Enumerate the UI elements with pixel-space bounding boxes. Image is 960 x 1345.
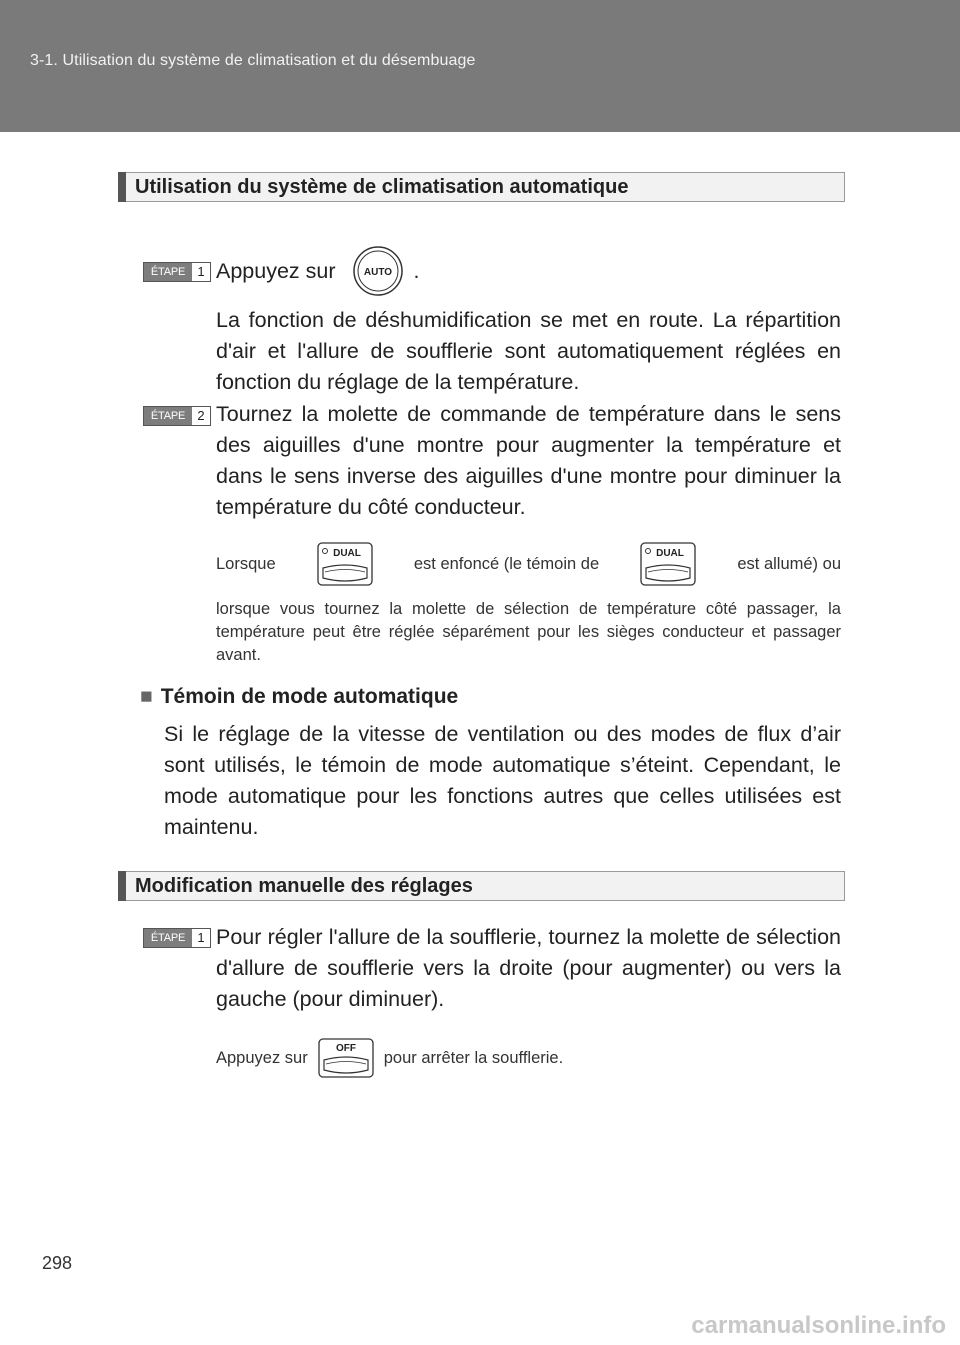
step1-body: La fonction de déshumidification se met en route. La répartition d'air et l'allure de soufflerie sont automatiquement réglées en fonction du réglage de la température. [216,308,841,394]
page-number: 298 [42,1253,73,1273]
svg-text:DUAL: DUAL [656,548,685,559]
step-badge: ÉTAPE 1 [143,262,211,282]
off-button-icon [318,1038,374,1078]
section-title: Utilisation du système de climatisation automatique [135,176,629,198]
dual-note-row: Lorsque DUAL est enfoncé (le témoin de DUAL est allumé) ou [216,542,841,586]
subheading-body: Si le réglage de la vitesse de ventilation ou des modes de flux d’air sont utilisés, le témoin de mode automatique s’éteint. Cependant, le mode automatique pour les fonctions autres que celles utilisées est maintenu. [164,722,841,839]
svg-text:AUTO: AUTO [363,267,392,278]
step1-lead-row: Appuyez sur AUTO . [216,245,420,297]
header-bar [0,0,960,132]
dual-button-icon [640,542,696,586]
svg-text:DUAL: DUAL [332,548,361,559]
watermark[interactable]: carmanualsonline.info [691,1312,946,1339]
step-badge: ÉTAPE 1 [143,928,211,948]
manual-step1-body: Pour régler l'allure de la soufflerie, tournez la molette de sélection d'allure de soufflerie vers la droite (pour augmenter) ou vers la gauche (pour diminuer). [216,925,841,1011]
auto-button-icon [352,245,404,297]
section-heading-auto [118,172,845,202]
section-title: Modification manuelle des réglages [135,875,473,897]
step2-body: Tournez la molette de commande de température dans le sens des aiguilles d'une montre pour augmenter la température et dans le sens inverse des aiguilles d'une montre pour diminuer la température du côté conducteur. [216,402,841,519]
chapter-title: 3-1. Utilisation du système de climatisation et du désembuage [30,52,476,69]
off-note-row: Appuyez sur OFF pour arrêter la soufflerie. [216,1036,563,1080]
section-heading-manual [118,871,845,901]
dual-button-icon [317,542,373,586]
subheading-auto-mode: ■ Témoin de mode automatique [140,685,459,708]
dual-note-body: lorsque vous tournez la molette de sélection de température côté passager, la température peut être réglée séparément pour les sièges conducteur et passager avant. [216,600,841,664]
step-badge: ÉTAPE 2 [143,406,211,426]
svg-text:OFF: OFF [335,1043,356,1054]
